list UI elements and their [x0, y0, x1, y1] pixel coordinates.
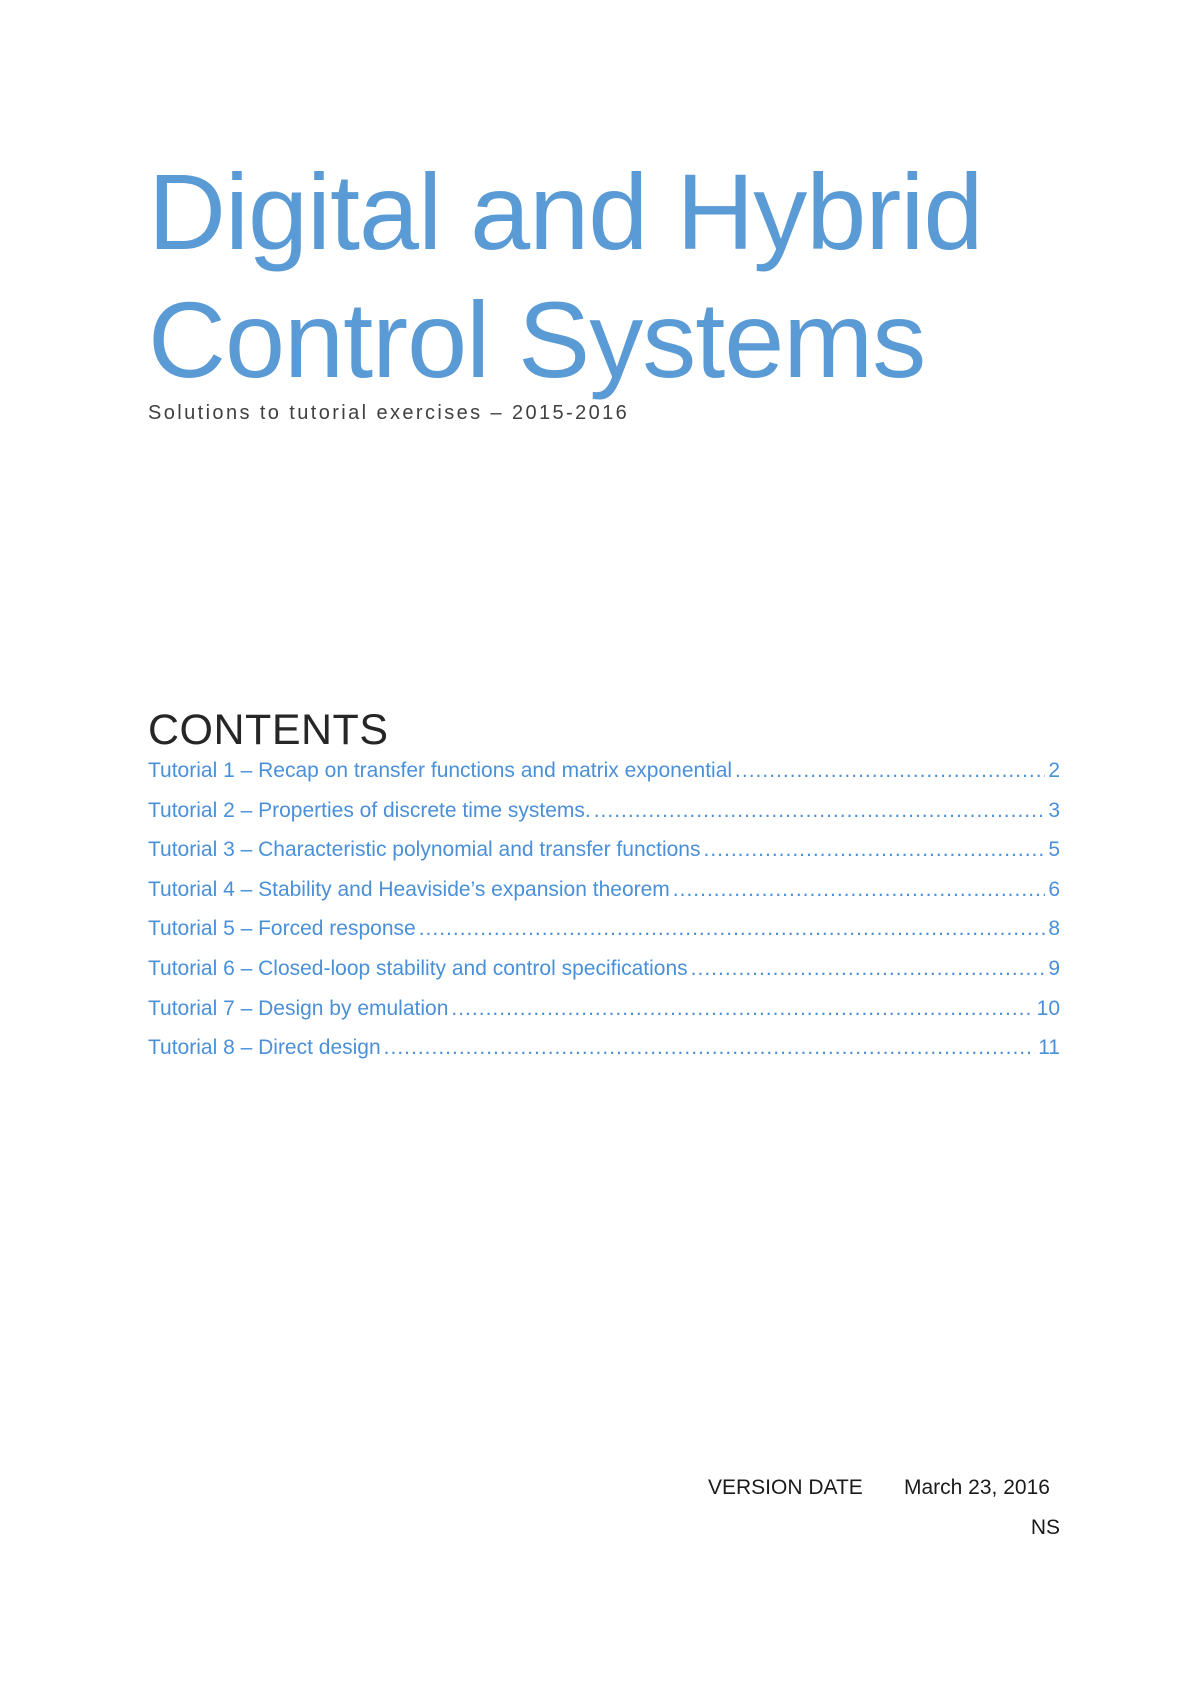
title-line-2: Control Systems: [148, 279, 926, 400]
table-of-contents: [148, 759, 1060, 1076]
title-line-1: Digital and Hybrid: [148, 151, 983, 272]
toc-entry-tutorial-3[interactable]: [148, 838, 1060, 878]
toc-dot-leader: [703, 838, 1045, 862]
toc-dot-leader: [594, 799, 1046, 823]
toc-entry-label[interactable]: Tutorial 7 – Design by emulation: [148, 996, 449, 1020]
toc-entry-tutorial-5[interactable]: [148, 917, 1060, 957]
toc-entry-label[interactable]: Tutorial 2 – Properties of discrete time systems.: [148, 798, 591, 822]
version-date-value: March 23, 2016: [904, 1476, 1050, 1499]
toc-entry-label[interactable]: Tutorial 4 – Stability and Heaviside’s expansion theorem: [148, 877, 670, 901]
toc-entry-tutorial-4[interactable]: [148, 878, 1060, 918]
toc-entry-page[interactable]: 10: [1036, 996, 1060, 1020]
toc-dot-leader: [451, 997, 1033, 1021]
toc-dot-leader: [673, 878, 1046, 902]
toc-entry-tutorial-2[interactable]: [148, 799, 1060, 839]
toc-entry-label[interactable]: Tutorial 6 – Closed-loop stability and control specifications: [148, 956, 688, 980]
toc-entry-tutorial-6[interactable]: [148, 957, 1060, 997]
toc-entry-label[interactable]: Tutorial 5 – Forced response: [148, 917, 416, 941]
toc-dot-leader: [419, 917, 1046, 941]
toc-entry-page[interactable]: 5: [1048, 838, 1060, 862]
toc-dot-leader: [735, 759, 1045, 783]
toc-entry-page[interactable]: 3: [1048, 798, 1060, 822]
toc-entry-tutorial-8[interactable]: [148, 1036, 1060, 1076]
toc-entry-label[interactable]: Tutorial 1 – Recap on transfer functions and matrix exponential: [148, 759, 733, 782]
toc-entry-tutorial-7[interactable]: [148, 997, 1060, 1037]
author-initials: NS: [1030, 1516, 1060, 1539]
toc-entry-page[interactable]: 2: [1048, 759, 1060, 782]
toc-entry-page[interactable]: 9: [1048, 956, 1060, 980]
document-title: [148, 148, 1108, 404]
toc-entry-page[interactable]: 11: [1038, 1036, 1060, 1060]
contents-heading: CONTENTS: [148, 706, 389, 754]
document-subtitle: Solutions to tutorial exercises – 2015-2016: [148, 402, 630, 424]
toc-entry-page[interactable]: 6: [1048, 877, 1060, 901]
toc-entry-tutorial-1[interactable]: [148, 759, 1060, 799]
toc-dot-leader: [691, 957, 1046, 981]
toc-entry-label[interactable]: Tutorial 8 – Direct design: [148, 1036, 381, 1060]
toc-dot-leader: [384, 1036, 1036, 1060]
toc-entry-label[interactable]: Tutorial 3 – Characteristic polynomial and transfer functions: [148, 838, 701, 862]
toc-entry-page[interactable]: 8: [1048, 917, 1060, 941]
version-date-label: VERSION DATE: [708, 1476, 863, 1499]
